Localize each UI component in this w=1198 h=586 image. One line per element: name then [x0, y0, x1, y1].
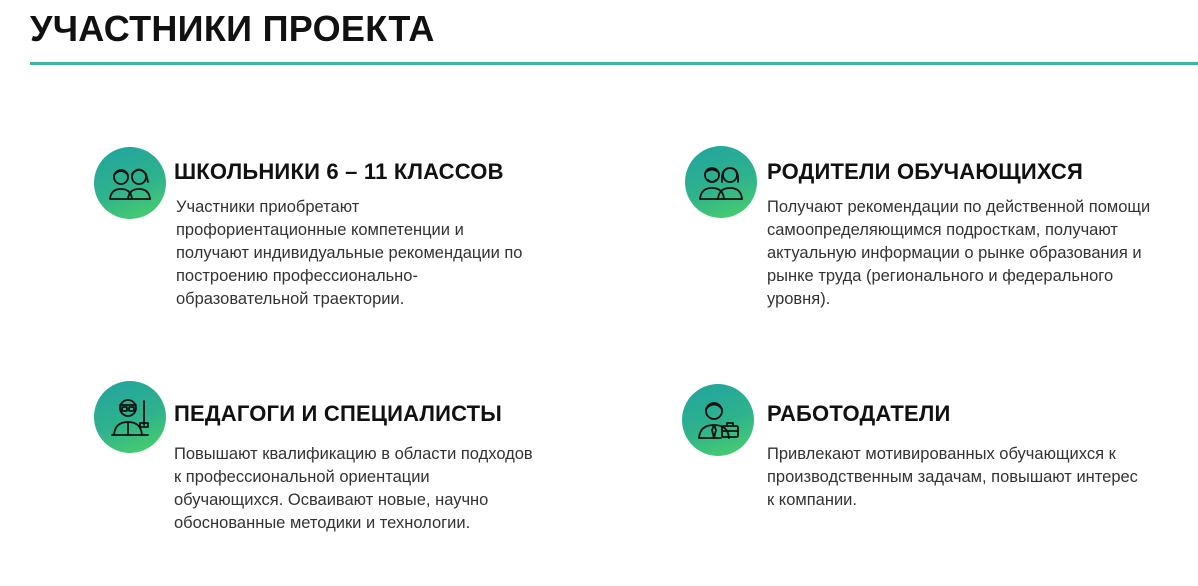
card-description: Повышают квалификацию в области подходов к профессиональной ориентации обучающихся. Осваивают новые, научно обоснованные методики и технологии. [174, 445, 533, 532]
teacher-icon [94, 381, 166, 453]
card-title: ШКОЛЬНИКИ 6 – 11 КЛАССОВ [174, 159, 504, 184]
page-title: УЧАСТНИКИ ПРОЕКТА [30, 8, 435, 49]
students-icon [94, 147, 166, 219]
card-description: Получают рекомендации по действенной помощи самоопределяющимся подросткам, получают актуальную информации о рынке образования и рынке труда (регионального и федерального уровня). [767, 198, 1151, 308]
card-title: ПЕДАГОГИ И СПЕЦИАЛИСТЫ [174, 401, 503, 426]
card-title: РАБОТОДАТЕЛИ [767, 401, 951, 426]
employer-icon [682, 384, 754, 456]
card-description: Привлекают мотивированных обучающихся к производственным задачам, повышают интерес к компании. [767, 445, 1138, 509]
card-description: Участники приобретают профориентационные компетенции и получают индивидуальные рекомендации по построению профессионально-образовательной траектории. [176, 198, 523, 308]
card-title: РОДИТЕЛИ ОБУЧАЮЩИХСЯ [767, 159, 1084, 184]
parents-icon [685, 146, 757, 218]
title-divider [30, 62, 1198, 65]
